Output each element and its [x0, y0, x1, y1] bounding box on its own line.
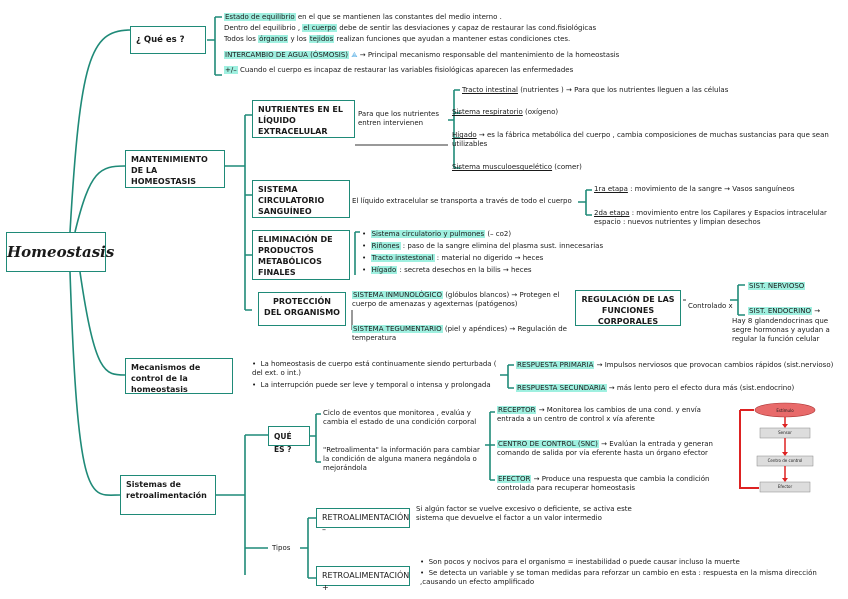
- efector: EFECTOR → Produce una respuesta que cambia la condición controlada para recuperar homeostasis: [497, 475, 710, 492]
- tipos-label: Tipos: [272, 544, 291, 552]
- proteccion-tegumentario: SISTEMA TEGUMENTARIO (piel y apéndices) → Regulación de temperatura: [352, 325, 567, 342]
- respuesta-primaria: RESPUESTA PRIMARIA → Impulsos nerviosos que provocan cambios rápidos (sist.nervioso): [517, 361, 834, 369]
- que-es-line-4: INTERCAMBIO DE AGUA (ÓSMOSIS) ⟁ → Principal mecanismo responsable del mantenimiento de la homeostasis: [225, 51, 620, 59]
- proteccion-inmuno: SISTEMA INMUNOLÓGICO (glóbulos blancos) → Protegen el cuerpo de amenazas y agexternas (patógenos): [352, 291, 560, 308]
- receptor: RECEPTOR → Monitorea los cambios de una cond. y envía entrada a un centro de control x vía aferente: [497, 406, 701, 423]
- flowchart-top: Estímulo: [776, 408, 794, 413]
- retro-positiva-bullet-2: • Se detecta un variable y se toman medidas para reforzar un cambio en esta : respuesta en la misma dirección ,causando un efecto amplificado: [420, 569, 817, 586]
- circulatorio-etapa-2-cont: espacio : nuevos nutrientes y limpian desechos: [594, 218, 761, 226]
- retro-negativa-box: RETROALIMENTACIÓN –: [316, 508, 410, 528]
- circulatorio-intro: El líquido extracelular se transporta a través de todo el cuerpo: [352, 197, 572, 205]
- main-topic-homeostasis: Homeostasis: [6, 232, 106, 272]
- flowchart-centro: Centro de control: [767, 458, 803, 463]
- que-es-sistemas-box: QUÉ ES ?: [268, 426, 310, 446]
- nutrientes-item-2: Hígado → es la fábrica metabólica del cuerpo , cambia composiciones de muchas sustancias para que sean utilizables: [452, 131, 829, 148]
- circulatorio-box: SISTEMA CIRCULATORIO SANGUÍNEO: [252, 180, 350, 218]
- retro-positiva-bullet-1: • Son pocos y nocivos para el organismo = inestabilidad o puede causar incluso la muerte: [420, 558, 740, 566]
- que-es-box: ¿ Qué es ?: [130, 26, 206, 54]
- sistemas-box: Sistemas de retroalimentación: [120, 475, 216, 515]
- centro-de-control: CENTRO DE CONTROL (SNC) → Evalúan la entrada y generan comando de salida por vía eferente hasta un órgano efector: [497, 440, 713, 457]
- nutrientes-item-3: Sistema musculoesquelético (comer): [452, 163, 582, 171]
- eliminacion-box: ELIMINACIÓN DE PRODUCTOS METABÓLICOS FINALES: [252, 230, 350, 280]
- regulacion-box: REGULACIÓN DE LAS FUNCIONES CORPORALES: [575, 290, 681, 326]
- retro-negativa-text: Si algún factor se vuelve excesivo o deficiente, se activa este sistema que devuelve el factor a un valor intermedio: [416, 505, 632, 522]
- regulacion-nervioso: SIST. NERVIOSO: [749, 282, 805, 290]
- que-es-line-3: Todos los órganos y los tejidos realizan funciones que ayudan a mantener estas condiciones ctes.: [224, 35, 571, 43]
- mantenimiento-box: MANTENIMIENTO DE LA HOMEOSTASIS: [125, 150, 225, 188]
- droplet-icon: ⟁: [349, 51, 358, 59]
- respuesta-secundaria: RESPUESTA SECUNDARIA → más lento pero el efecto dura más (sist.endocrino): [517, 384, 795, 392]
- sistemas-def-2: "Retroalimenta" la información para cambiar la condición de alguna manera negándola o mejorándola: [323, 446, 480, 472]
- feedback-flowchart: [735, 402, 835, 494]
- circulatorio-etapa-1: 1ra etapa : movimiento de la sangre → Vasos sanguíneos: [594, 185, 795, 193]
- mecanismos-bullet-1: • La homeostasis de cuerpo está continuamente siendo perturbada ( del ext. o int.): [252, 360, 497, 377]
- retro-positiva-box: RETROALIMENTACIÓN +: [316, 566, 410, 586]
- regulacion-controlado: Controlado x: [688, 302, 733, 310]
- eliminacion-item-0: • Sistema circulatorio y pulmones (– co2): [362, 230, 512, 238]
- mecanismos-box: Mecanismos de control de la homeostasis: [125, 358, 233, 394]
- circulatorio-etapa-2: 2da etapa : movimiento entre los Capilares y Espacios intracelular: [594, 209, 827, 217]
- nutrientes-item-1: Sistema respiratorio (oxígeno): [452, 108, 559, 116]
- eliminacion-item-1: • Riñones : paso de la sangre elimina del plasma sust. innecesarias: [362, 242, 604, 250]
- nutrientes-box: NUTRIENTES EN EL LÍQUIDO EXTRACELULAR: [252, 100, 355, 138]
- nutrientes-item-0: Tracto intestinal (nutrientes ) → Para que los nutrientes lleguen a las células: [462, 86, 729, 94]
- nutrientes-intro: Para que los nutrientes entren intervienen: [358, 110, 439, 127]
- que-es-line-2: Dentro del equilibrio , el cuerpo debe de sentir las desviaciones y capaz de restaurar las cond.fisiológicas: [224, 24, 597, 32]
- que-es-line-5: +/– Cuando el cuerpo es incapaz de restaurar las variables fisiológicas aparecen las enfermedades: [225, 66, 574, 74]
- eliminacion-item-2: • Tracto instestonal : material no digerido → heces: [362, 254, 544, 262]
- eliminacion-item-3: • Hígado : secreta desechos en la bilis → heces: [362, 266, 532, 274]
- mecanismos-bullet-2: • La interrupción puede ser leve y temporal o intensa y prolongada: [252, 381, 491, 389]
- que-es-line-1: Estado de equilibrio en el que se mantienen las constantes del medio interno .: [225, 13, 502, 21]
- sistemas-def-1: Ciclo de eventos que monitorea , evalúa y cambia el estado de una condición corporal: [323, 409, 477, 426]
- regulacion-endocrino: SIST. ENDOCRINO →: [749, 307, 821, 315]
- flowchart-sensor: Sensor: [778, 430, 792, 435]
- regulacion-endocrino-text: Hay 8 glandendocrinas que segre hormonas y ayudan a regular la función celular: [732, 317, 830, 343]
- flowchart-efector: Efector: [777, 484, 793, 489]
- proteccion-box: PROTECCIÓN DEL ORGANISMO: [258, 292, 346, 326]
